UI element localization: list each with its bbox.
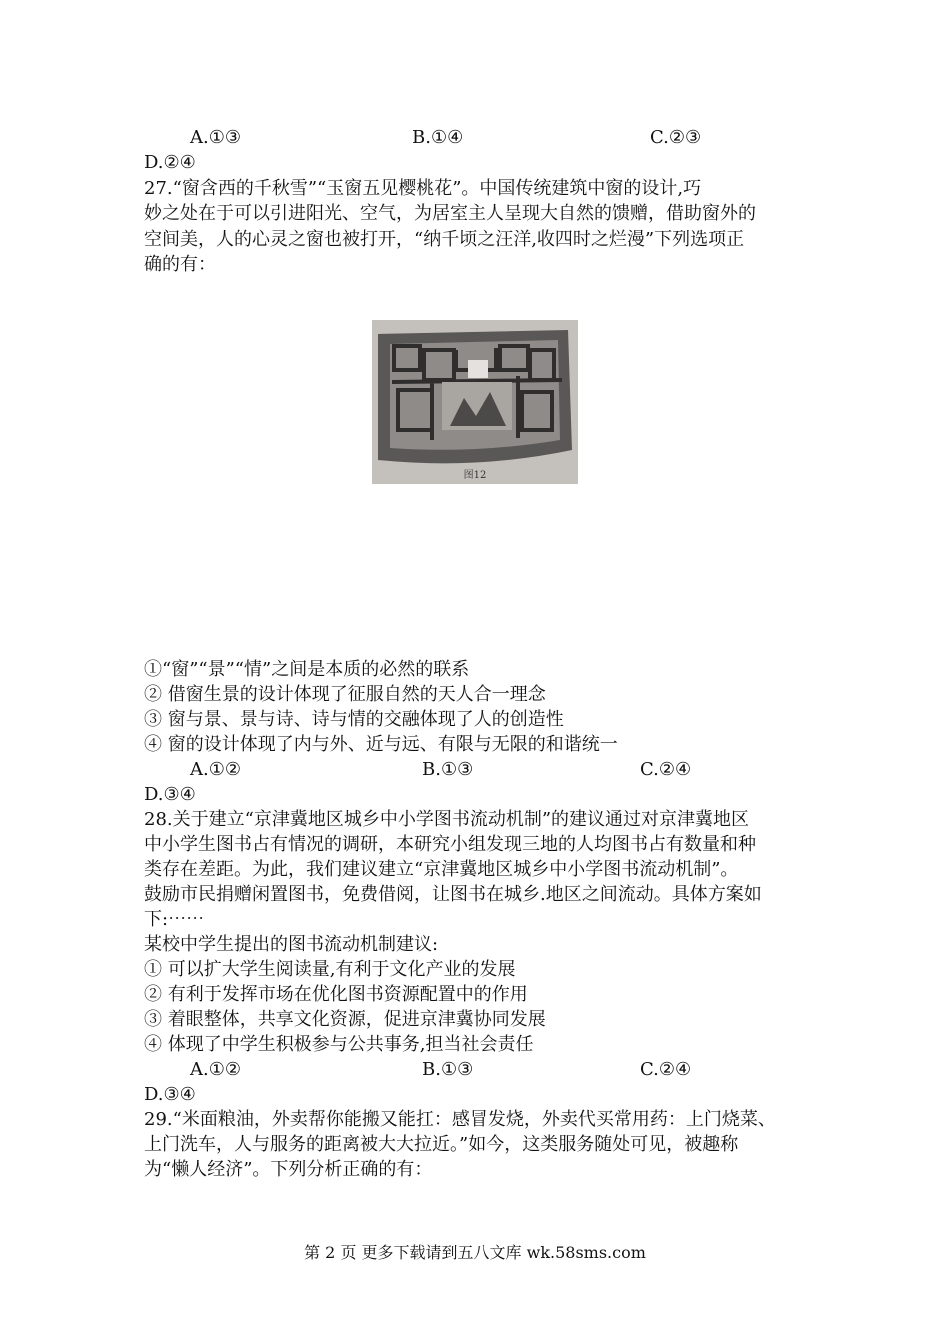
q28-statement-3: ③ 着眼整体，共享文化资源，促进京津冀协同发展: [144, 1009, 546, 1030]
page-footer: 第 2 页 更多下载请到五八文库 wk.58sms.com: [304, 1243, 646, 1262]
q29-stem-line: 上门洗车，人与服务的距离被大大拉近。”如今，这类服务随处可见，被趣称: [144, 1134, 739, 1155]
q28-statement-4: ④ 体现了中学生积极参与公共事务,担当社会责任: [144, 1034, 534, 1055]
q27-option-a: A.①②: [190, 759, 241, 780]
q28-stem-line: 鼓励市民捐赠闲置图书，免费借阅，让图书在城乡.地区之间流动。具体方案如: [144, 884, 762, 905]
q27-option-b: B.①③: [422, 759, 474, 780]
q28-option-b: B.①③: [422, 1059, 474, 1080]
q27-statement-2: ② 借窗生景的设计体现了征服自然的天人合一理念: [144, 684, 546, 705]
q28-option-d: D.③④: [144, 1084, 196, 1105]
q28-option-c: C.②④: [640, 1059, 692, 1080]
q28-stem-line: 类存在差距。为此，我们建议建立“京津冀地区城乡中小学图书流动机制”。: [144, 859, 739, 880]
figure-caption: 图12: [463, 470, 487, 481]
window-photo-figure: [372, 320, 578, 484]
q27-option-d: D.③④: [144, 784, 196, 805]
q29-stem-line: 29.“米面粮油，外卖帮你能搬又能扛：感冒发烧，外卖代买常用药：上门烧菜、: [144, 1109, 776, 1130]
q26-option-b: B.①④: [412, 127, 464, 148]
q28-option-a: A.①②: [190, 1059, 241, 1080]
q28-stem-line: 28.关于建立“京津冀地区城乡中小学图书流动机制”的建议通过对京津冀地区: [144, 809, 750, 830]
window-lattice-image: [372, 320, 578, 484]
q27-stem-line: 空间美，人的心灵之窗也被打开，“纳千顷之汪洋,收四时之烂漫”下列选项正: [144, 229, 745, 250]
q28-stem-line: 某校中学生提出的图书流动机制建议:: [144, 934, 439, 955]
q28-stem-line: 下:⋯⋯: [144, 909, 205, 930]
q26-option-d: D.②④: [144, 152, 196, 173]
q27-stem-line: 确的有：: [144, 254, 216, 275]
q27-option-c: C.②④: [640, 759, 692, 780]
q28-statement-1: ① 可以扩大学生阅读量,有利于文化产业的发展: [144, 959, 516, 980]
q28-statement-2: ② 有利于发挥市场在优化图书资源配置中的作用: [144, 984, 528, 1005]
q27-statement-3: ③ 窗与景、景与诗、诗与情的交融体现了人的创造性: [144, 709, 564, 730]
q28-stem-line: 中小学生图书占有情况的调研，本研究小组发现三地的人均图书占有数量和种: [144, 834, 756, 855]
q27-stem-line: 27.“窗含西的千秋雪”“玉窗五见樱桃花”。中国传统建筑中窗的设计,巧: [144, 178, 702, 199]
q26-option-c: C.②③: [650, 127, 702, 148]
q27-statement-4: ④ 窗的设计体现了内与外、近与远、有限与无限的和谐统一: [144, 734, 618, 755]
q27-statement-1: ①“窗”“景”“情”之间是本质的必然的联系: [144, 659, 470, 680]
q29-stem-line: 为“懒人经济”。下列分析正确的有：: [144, 1159, 433, 1180]
q26-option-a: A.①③: [190, 127, 241, 148]
q27-stem-line: 妙之处在于可以引进阳光、空气，为居室主人呈现大自然的馈赠，借助窗外的: [144, 203, 756, 224]
